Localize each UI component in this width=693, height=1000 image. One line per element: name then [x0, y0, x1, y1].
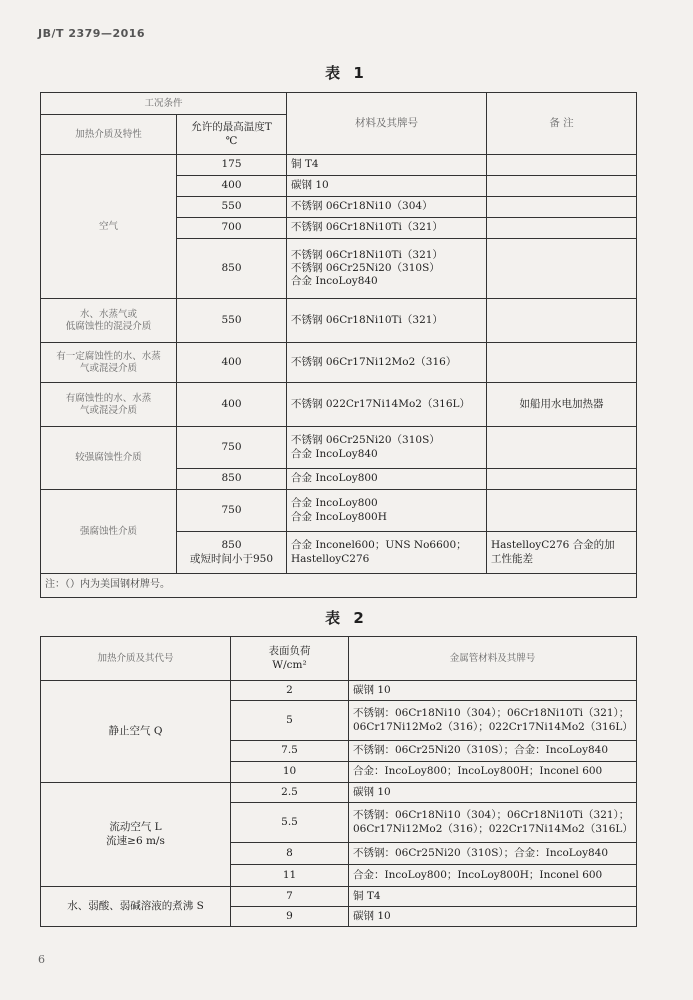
temp-cell: 700	[177, 218, 287, 239]
remark-cell	[487, 299, 637, 343]
material-line: 合金 IncoLoy840	[291, 447, 378, 460]
table1-note: 注：（）内为美国钢材牌号。	[41, 574, 637, 598]
temp-cell: 400	[177, 176, 287, 197]
remark-cell	[487, 469, 637, 490]
material-cell: 不锈钢 06Cr18Ni10Ti（321）	[287, 218, 487, 239]
material-cell: 碳钢 10	[349, 907, 637, 927]
material-cell: 不锈钢：06Cr25Ni20（310S）；合金：IncoLoy840	[349, 741, 637, 762]
temp-cell: 400	[177, 343, 287, 383]
group-corrosive-2	[41, 383, 177, 427]
group-line: 水、水蒸气或	[79, 308, 137, 320]
material-line: 不锈钢：06Cr18Ni10（304）；06Cr18Ni10Ti（321）；	[353, 809, 630, 822]
load-cell: 2.5	[231, 783, 349, 803]
material-cell: 碳钢 10	[349, 681, 637, 701]
load-cell: 10	[231, 762, 349, 783]
remark-cell	[487, 218, 637, 239]
remark-cell	[487, 427, 637, 469]
material-cell	[349, 803, 637, 843]
load-cell: 7	[231, 887, 349, 907]
group-strong: 强腐蚀性介质	[41, 490, 177, 574]
remark-cell: 如船用水电加热器	[487, 383, 637, 427]
table2-header-load	[231, 637, 349, 681]
table2-header-load-label: 表面负荷	[268, 645, 311, 658]
group-water-boil: 水、弱酸、弱碱溶液的煮沸 S	[41, 887, 231, 927]
material-cell: 碳钢 10	[287, 176, 487, 197]
table1-header-remark: 备 注	[487, 93, 637, 155]
material-cell: 不锈钢 06Cr18Ni10Ti（321）	[287, 299, 487, 343]
material-line: 06Cr17Ni12Mo2（316）；022Cr17Ni14Mo2（316L）	[353, 720, 633, 733]
group-water	[41, 299, 177, 343]
remark-cell	[487, 490, 637, 532]
table1-header-temp-unit: ℃	[225, 134, 238, 147]
table1-header-temp-label: 允许的最高温度T	[191, 121, 272, 134]
material-line: 合金 IncoLoy800H	[291, 510, 387, 523]
group-line: 流速≥6 m/s	[106, 834, 165, 847]
standard-code: JB/T 2379—2016	[38, 27, 146, 40]
material-cell: 不锈钢 06Cr17Ni12Mo2（316）	[287, 343, 487, 383]
material-cell: 铜 T4	[349, 887, 637, 907]
material-line: HastelloyC276	[291, 552, 370, 565]
material-line: 合金 Inconel600；UNS No6600；	[291, 539, 467, 552]
group-air: 空气	[41, 155, 177, 299]
material-line: 合金 IncoLoy800	[291, 497, 378, 510]
material-cell: 不锈钢 022Cr17Ni14Mo2（316L）	[287, 383, 487, 427]
material-line: 不锈钢 06Cr25Ni20（310S）	[291, 434, 440, 447]
temp-cell: 750	[177, 427, 287, 469]
material-line: 不锈钢 06Cr18Ni10Ti（321）	[291, 248, 443, 261]
table2-header-material: 金属管材料及其牌号	[349, 637, 637, 681]
remark-cell	[487, 239, 637, 299]
material-cell	[287, 239, 487, 299]
remark-cell	[487, 343, 637, 383]
group-line: 气或混浸介质	[79, 404, 137, 416]
table2-title: 表 2	[325, 609, 368, 627]
page-number: 6	[38, 953, 45, 966]
load-cell: 2	[231, 681, 349, 701]
group-line: 流动空气 L	[109, 821, 162, 834]
group-weak: 较强腐蚀性介质	[41, 427, 177, 490]
material-cell: 合金 IncoLoy800	[287, 469, 487, 490]
material-cell	[349, 701, 637, 741]
group-flow-air	[41, 783, 231, 887]
temp-cell	[177, 532, 287, 574]
remark-line: 工性能差	[491, 552, 534, 565]
remark-line: HastelloyC276 合金的加	[491, 539, 615, 552]
temp-cell: 850	[177, 239, 287, 299]
group-line: 有一定腐蚀性的水、水蒸	[56, 350, 161, 362]
load-cell: 11	[231, 865, 349, 887]
material-cell: 不锈钢 06Cr18Ni10（304）	[287, 197, 487, 218]
table2-header-load-unit: W/cm²	[272, 658, 307, 671]
material-cell: 合金：IncoLoy800；IncoLoy800H；Inconel 600	[349, 762, 637, 783]
load-cell: 8	[231, 843, 349, 865]
group-corrosive-1	[41, 343, 177, 383]
material-line: 不锈钢：06Cr18Ni10（304）；06Cr18Ni10Ti（321）；	[353, 707, 630, 720]
table2	[40, 636, 637, 927]
material-cell: 合金：IncoLoy800；IncoLoy800H；Inconel 600	[349, 865, 637, 887]
load-cell: 7.5	[231, 741, 349, 762]
table2-header-medium: 加热介质及其代号	[41, 637, 231, 681]
temp-note: 或短时间小于950	[189, 552, 274, 565]
material-cell: 不锈钢：06Cr25Ni20（310S）；合金：IncoLoy840	[349, 843, 637, 865]
temp-cell: 550	[177, 299, 287, 343]
material-cell: 铜 T4	[287, 155, 487, 176]
temp-cell: 850	[177, 469, 287, 490]
group-still-air: 静止空气 Q	[41, 681, 231, 783]
temp-value: 850	[221, 539, 242, 552]
material-cell: 碳钢 10	[349, 783, 637, 803]
group-line: 低腐蚀性的混浸介质	[65, 320, 152, 332]
remark-cell	[487, 176, 637, 197]
group-line: 有腐蚀性的水、水蒸	[65, 392, 152, 404]
load-cell: 5	[231, 701, 349, 741]
table1-header-condition: 工况条件	[41, 93, 287, 115]
temp-cell: 750	[177, 490, 287, 532]
remark-cell	[487, 197, 637, 218]
group-line: 气或混浸介质	[79, 362, 137, 374]
material-line: 合金 IncoLoy840	[291, 275, 378, 288]
material-cell	[287, 490, 487, 532]
table1-header-material: 材料及其牌号	[287, 93, 487, 155]
material-cell	[287, 532, 487, 574]
table1-header-medium: 加热介质及特性	[41, 115, 177, 155]
material-line: 不锈钢 06Cr25Ni20（310S）	[291, 261, 440, 274]
table1	[40, 92, 637, 598]
remark-cell	[487, 532, 637, 574]
load-cell: 5.5	[231, 803, 349, 843]
material-cell	[287, 427, 487, 469]
load-cell: 9	[231, 907, 349, 927]
table1-header-temp	[177, 115, 287, 155]
temp-cell: 175	[177, 155, 287, 176]
material-line: 06Cr17Ni12Mo2（316）；022Cr17Ni14Mo2（316L）	[353, 822, 633, 835]
remark-cell	[487, 155, 637, 176]
temp-cell: 550	[177, 197, 287, 218]
temp-cell: 400	[177, 383, 287, 427]
table1-title: 表 1	[325, 64, 368, 82]
